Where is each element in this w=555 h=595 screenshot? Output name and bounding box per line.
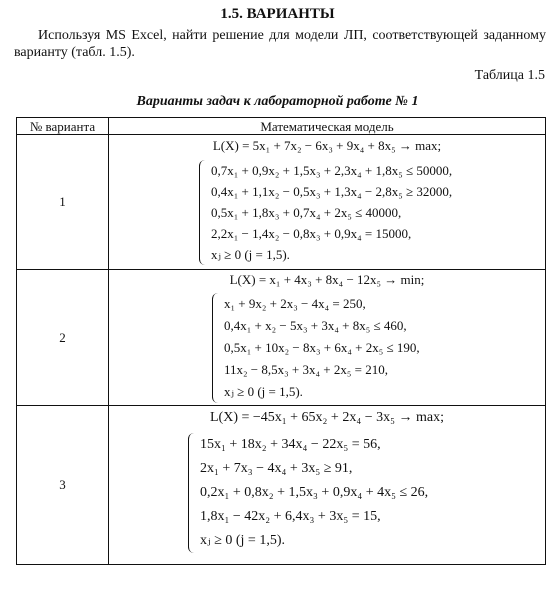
constraint-system xyxy=(212,293,545,403)
table-number: Таблица 1.5 xyxy=(474,68,545,83)
nonnegativity-constraint: xⱼ ≥ 0 (j = 1,5). xyxy=(200,533,285,548)
constraint: 0,2x₁ + 0,8x₂ + 1,5x₃ + 0,9x₄ + 4x₅ ≤ 26, xyxy=(200,485,429,500)
constraint: 2,2x₁ − 1,4x₂ − 0,8x₃ + 0,9x₄ = 15000, xyxy=(211,226,412,241)
header-math-model: Математическая модель xyxy=(109,118,546,135)
constraint: 2x₁ + 7x₃ − 4x₄ + 3x₅ ≥ 91, xyxy=(200,461,353,476)
math-model-cell xyxy=(109,135,546,270)
intro-paragraph: Используя MS Excel, найти решение для модели ЛП, соответствующей заданному варианту (табл. 1.5). xyxy=(14,28,546,60)
constraint: 0,5x₁ + 10x₂ − 8x₃ + 6x₄ + 2x₅ ≤ 190, xyxy=(224,340,420,355)
header-variant-number: № варианта xyxy=(17,118,109,135)
constraint: 11x₂ − 8,5x₃ + 3x₄ + 2x₅ = 210, xyxy=(224,362,388,377)
constraint: 0,7x₁ + 0,9x₂ + 1,5x₃ + 2,3x₄ + 1,8x₅ ≤ 50000, xyxy=(211,163,453,178)
objective-function: L(X) = −45x₁ + 65x₂ + 2x₄ − 3x₅ → max; xyxy=(210,410,444,425)
constraint: x₁ + 9x₂ + 2x₃ − 4x₄ = 250, xyxy=(224,296,366,311)
objective-function: L(X) = x₁ + 4x₃ + 8x₄ − 12x₅ → min; xyxy=(229,272,425,287)
nonnegativity-constraint: xⱼ ≥ 0 (j = 1,5). xyxy=(224,384,303,399)
table-header-row xyxy=(17,118,546,135)
variant-number: 1 xyxy=(17,135,109,270)
constraint-system xyxy=(199,160,545,265)
objective-function: L(X) = 5x₁ + 7x₂ − 6x₃ + 9x₄ + 8x₅ → max; xyxy=(212,138,442,153)
constraint-system xyxy=(188,433,545,553)
variants-table xyxy=(16,117,546,565)
variant-number: 3 xyxy=(17,406,109,565)
nonnegativity-constraint: xⱼ ≥ 0 (j = 1,5). xyxy=(211,247,290,262)
constraint: 15x₁ + 18x₂ + 34x₄ − 22x₅ = 56, xyxy=(200,437,381,452)
variant-number: 2 xyxy=(17,270,109,406)
table-caption: Варианты задач к лабораторной работе № 1 xyxy=(136,94,419,109)
system-brace xyxy=(212,293,221,403)
math-model-cell xyxy=(109,406,546,565)
constraint: 0,5x₁ + 1,8x₃ + 0,7x₄ + 2x₅ ≤ 40000, xyxy=(211,205,402,220)
math-model-cell xyxy=(109,270,546,406)
table-row xyxy=(17,406,546,565)
constraint: 0,4x₁ + 1,1x₂ − 0,5x₃ + 1,3x₄ − 2,8x₅ ≥ 32000, xyxy=(211,184,453,199)
constraint: 1,8x₁ − 42x₂ + 6,4x₃ + 3x₅ = 15, xyxy=(200,509,381,524)
system-brace xyxy=(199,160,208,265)
table-row xyxy=(17,135,546,270)
constraint: 0,4x₁ + x₂ − 5x₃ + 3x₄ + 8x₅ ≤ 460, xyxy=(224,318,407,333)
system-brace xyxy=(188,433,197,553)
section-heading: 1.5. ВАРИАНТЫ xyxy=(220,6,335,22)
table-row xyxy=(17,270,546,406)
